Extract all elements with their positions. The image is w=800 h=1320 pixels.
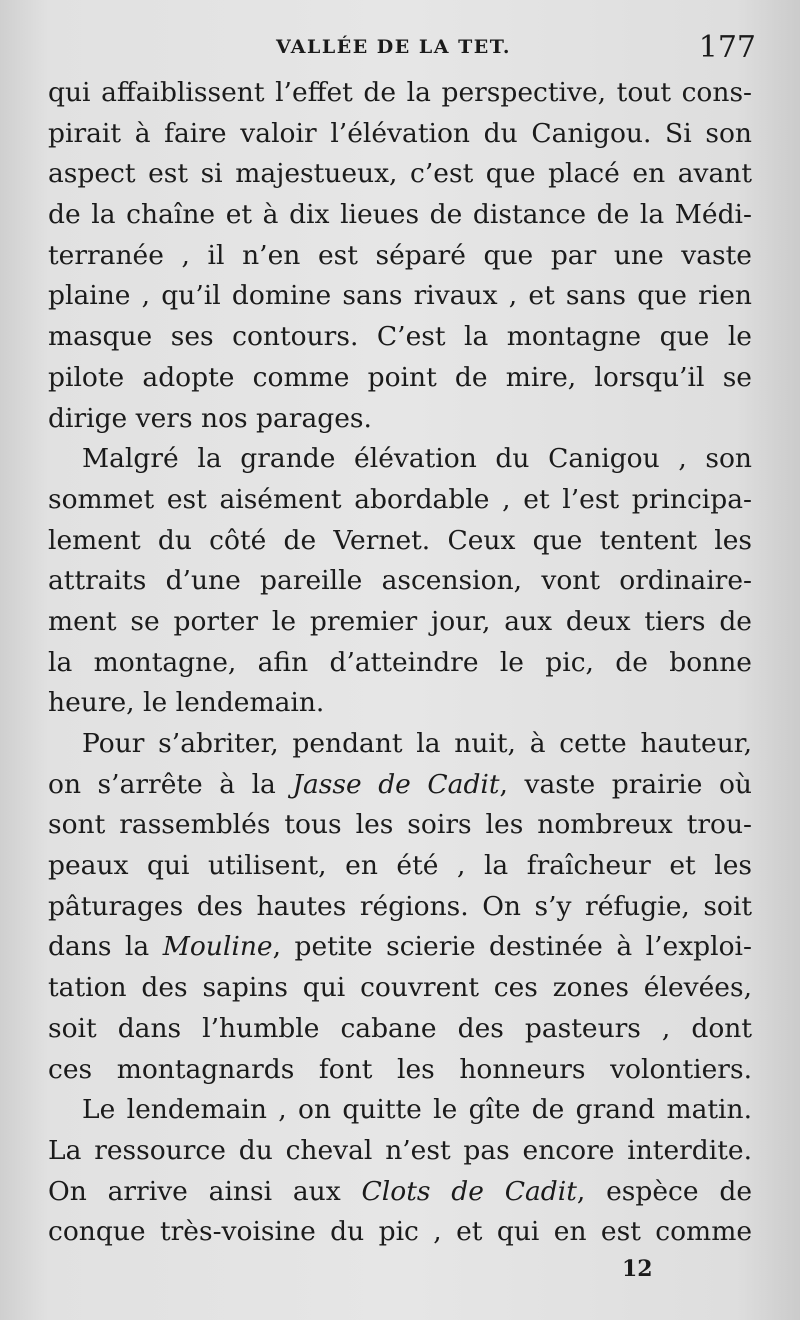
italic-term: Clots de Cadit bbox=[361, 1175, 577, 1207]
text-line: de la chaîne et à dix lieues de distance de la Médi- bbox=[48, 199, 752, 231]
text-segment: Pour s’abriter, pendant la nuit, à cette hauteur, bbox=[82, 728, 752, 759]
text-line bbox=[48, 927, 752, 968]
text-segment: dans la bbox=[48, 931, 163, 963]
text-line: La ressource du cheval n’est pas encore interdite. bbox=[48, 1134, 752, 1166]
text-line: attraits d’une pareille ascension, vont ordinaire- bbox=[48, 565, 752, 597]
text-line: pâturages des hautes régions. On s’y réfugie, soit bbox=[48, 890, 752, 922]
text-line: masque ses contours. C’est la montagne que le bbox=[48, 321, 752, 353]
text-line: sont rassemblés tous les soirs les nombreux trou- bbox=[48, 809, 752, 841]
italic-term: Jasse de Cadit bbox=[292, 768, 500, 800]
text-line: peaux qui utilisent, en été , la fraîcheur et les bbox=[48, 850, 752, 882]
text-line: ces montagnards font les honneurs volontiers. bbox=[48, 1053, 752, 1085]
text-line: heure, le lendemain. bbox=[48, 687, 325, 719]
page-number: 177 bbox=[698, 30, 756, 65]
text-line: plaine , qu’il domine sans rivaux , et sans que rien bbox=[48, 280, 752, 312]
text-segment: , espèce de bbox=[576, 1175, 752, 1207]
page-header bbox=[48, 30, 756, 74]
text-line: sommet est aisément abordable , et l’est principa- bbox=[48, 483, 752, 515]
text-line: terranée , il n’en est séparé que par une vaste bbox=[48, 239, 752, 271]
text-segment: On arrive ainsi aux bbox=[48, 1175, 362, 1207]
text-segment: , petite scierie destinée à l’exploi- bbox=[272, 931, 752, 963]
text-line: Le lendemain , on quitte le gîte de grand matin. bbox=[82, 1094, 752, 1126]
text-line bbox=[48, 724, 752, 765]
text-line bbox=[48, 1172, 752, 1213]
text-line: dirige vers nos parages. bbox=[48, 402, 372, 434]
text-segment: , vaste prairie où bbox=[499, 768, 752, 800]
text-line: pirait à faire valoir l’élévation du Canigou. Si son bbox=[48, 117, 752, 149]
text-line: la montagne, afin d’atteindre le pic, de bonne bbox=[48, 646, 752, 678]
text-line: conque très-voisine du pic , et qui en est comme bbox=[48, 1216, 752, 1248]
italic-term: Mouline bbox=[162, 931, 273, 963]
text-line: aspect est si majestueux, c’est que placé en avant bbox=[48, 158, 752, 190]
text-line: lement du côté de Vernet. Ceux que tentent les bbox=[48, 524, 752, 556]
text-line: pilote adopte comme point de mire, lorsqu’il se bbox=[48, 361, 752, 393]
text-line bbox=[48, 765, 752, 806]
text-segment: on s’arrête à la bbox=[48, 768, 293, 800]
text-line: soit dans l’humble cabane des pasteurs , dont bbox=[48, 1012, 752, 1044]
signature-mark: 12 bbox=[622, 1256, 653, 1282]
text-line: qui affaiblissent l’effet de la perspective, tout cons- bbox=[48, 77, 752, 108]
text-line: tation des sapins qui couvrent ces zones élevées, bbox=[48, 972, 752, 1004]
text-line: Malgré la grande élévation du Canigou , son bbox=[82, 443, 752, 475]
running-head: VALLÉE DE LA TET. bbox=[276, 36, 512, 58]
text-line: ment se porter le premier jour, aux deux tiers de bbox=[48, 605, 752, 637]
body-text bbox=[48, 73, 752, 1253]
